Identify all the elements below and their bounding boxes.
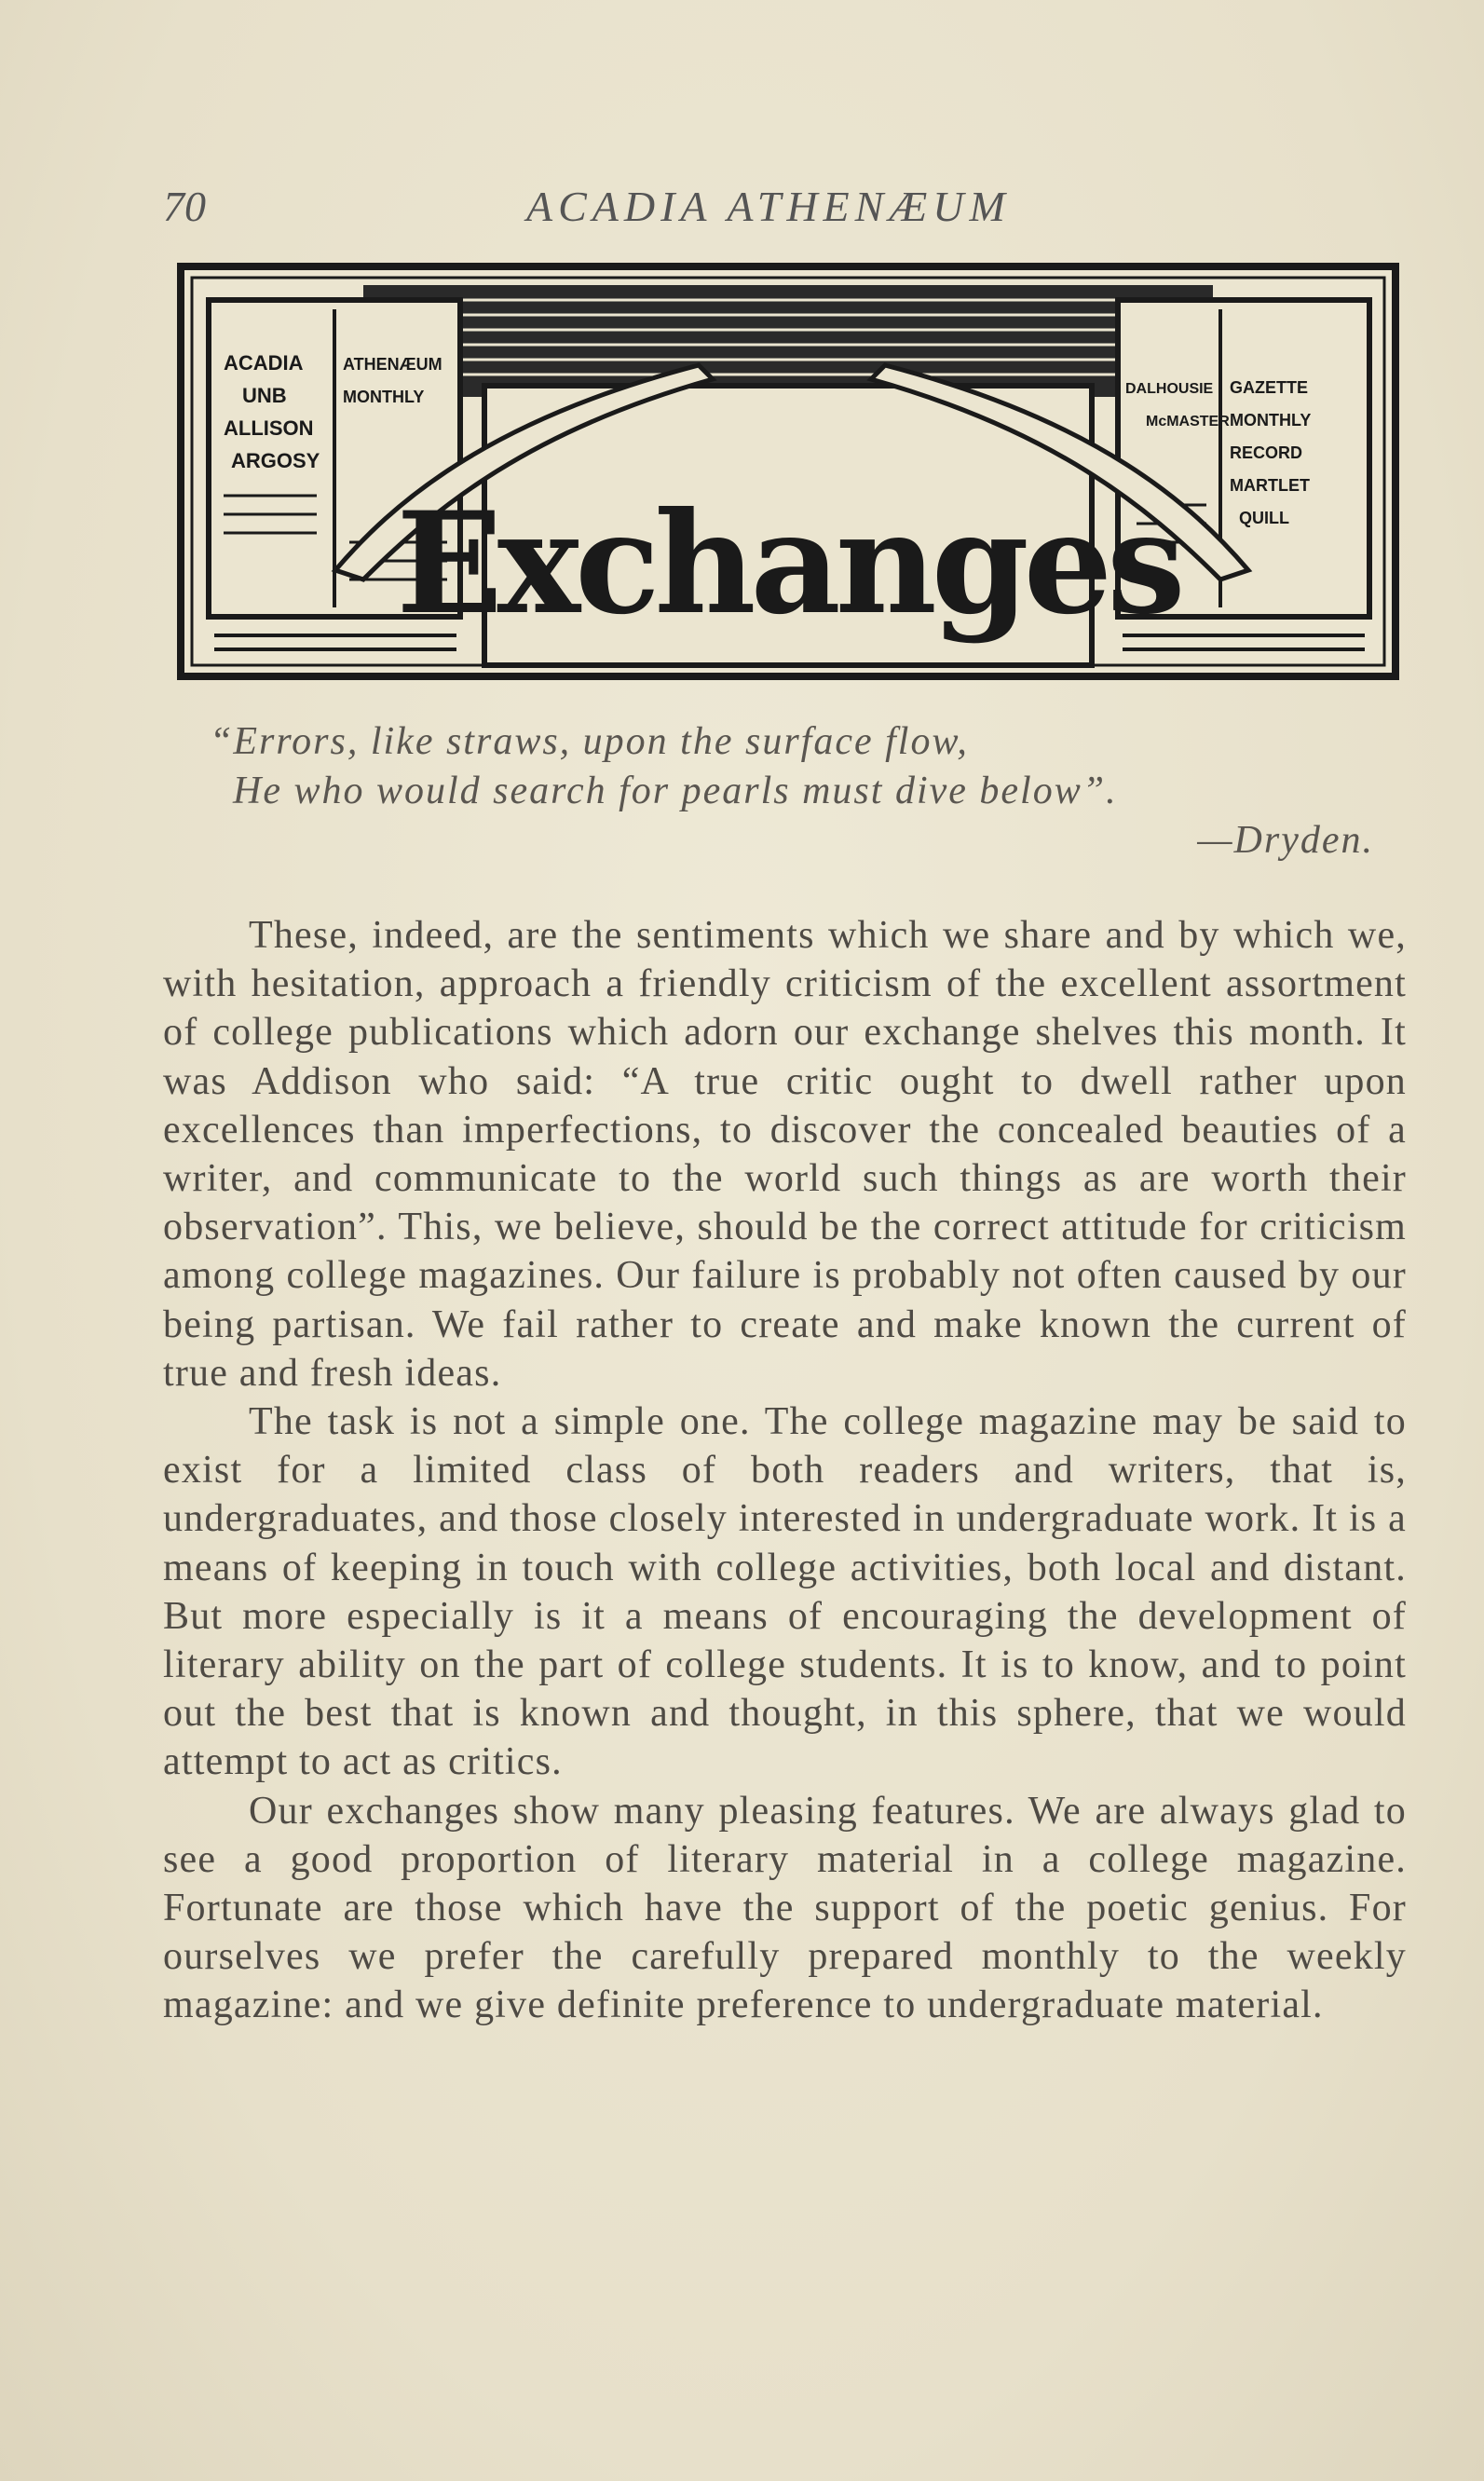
right-book-label-dalhousie: DALHOUSIE bbox=[1125, 381, 1214, 397]
left-book-label-acadia: ACADIA bbox=[224, 351, 304, 375]
epigraph-line-2: He who would search for pearls must dive below”. bbox=[233, 770, 1118, 812]
epigraph bbox=[210, 717, 1374, 866]
left-book-spine: ATHENÆUM bbox=[343, 355, 442, 374]
left-book-spine2: MONTHLY bbox=[343, 388, 425, 406]
right-book-label-martlet: MARTLET bbox=[1230, 476, 1310, 495]
right-book-label-gazette: GAZETTE bbox=[1230, 378, 1308, 397]
paragraph-1: These, indeed, are the sentiments which we share and by which we, with hesitation, approach a friendly criticism of the excellent assortment of college publications which adorn our exchange shelves this month. It was Addison who said: “A true critic ought to dwell rather upon excellences than imperfections, to discover the concealed beauties of a writer, and communicate to the world such things as are worth their observation”. This, we believe, should be the correct attitude for criticism among college magazines. Our failure is probably not often caused by our being partisan. We fail rather to create and make known the current of true and fresh ideas. bbox=[163, 914, 1407, 1395]
exchanges-banner bbox=[177, 263, 1399, 680]
right-book-label-mcmaster: McMASTER bbox=[1146, 414, 1230, 429]
paragraph-3: Our exchanges show many pleasing features. We are always glad to see a good proportion of literary material in a college magazine. Fortunate are those which have the support of the poetic genius. For ourselves we prefer the carefully prepared monthly to the weekly magazine: and we give definite preference to undergraduate material. bbox=[163, 1789, 1407, 2027]
left-book-label-allison: ALLISON bbox=[224, 416, 314, 440]
running-title: ACADIA ATHENÆUM bbox=[526, 183, 1011, 230]
right-book-label-record: RECORD bbox=[1230, 443, 1303, 462]
banner-title: Exchanges bbox=[396, 482, 1180, 646]
article-body bbox=[163, 911, 1407, 2030]
top-band bbox=[363, 285, 1213, 397]
epigraph-attribution: —Dryden. bbox=[1197, 819, 1374, 862]
right-book-label-monthly: MONTHLY bbox=[1230, 411, 1312, 429]
page-number: 70 bbox=[163, 183, 206, 230]
left-book-label-argosy: ARGOSY bbox=[231, 449, 320, 472]
left-book-label-unb: UNB bbox=[242, 384, 287, 407]
epigraph-line-1: “Errors, like straws, upon the surface flow, bbox=[210, 720, 969, 763]
right-book-label-quill: QUILL bbox=[1239, 509, 1289, 527]
paragraph-2: The task is not a simple one. The college magazine may be said to exist for a limited class of both readers and writers, that is, undergraduates, and those closely interested in undergraduate work. It is a means of keeping in touch with college activities, both local and distant. But more especially is it a means of encouraging the development of literary ability on the part of college students. It is to know, and to point out the best that is known and thought, in this sphere, that we would attempt to act as critics. bbox=[163, 1400, 1407, 1784]
page-header bbox=[163, 182, 1411, 238]
